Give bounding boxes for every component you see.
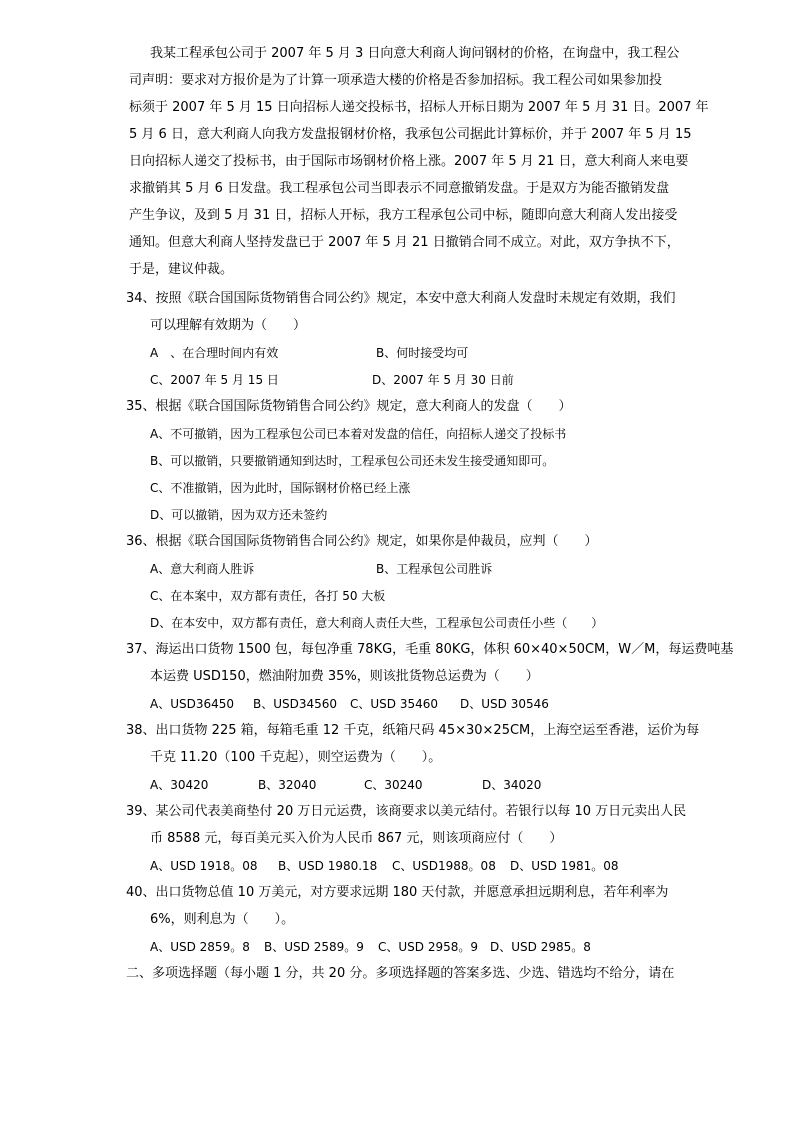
passage-line-1: 我某工程承包公司于 2007 年 5 月 3 日向意大利商人询问钢材的价格，在询盘中，我工程公 xyxy=(150,46,680,61)
q37-option-c: C、USD 35460 xyxy=(350,697,439,711)
q39-option-c: C、USD1988。08 xyxy=(392,859,496,873)
q37-option-a: A、USD36450 xyxy=(150,697,235,711)
q35-option-b: B、可以撤销，只要撤销通知到达时，工程承包公司还未发生接受通知即可。 xyxy=(150,454,555,468)
q38-option-c: C、30240 xyxy=(364,778,423,792)
question-38: 38、出口货物 225 箱，每箱毛重 12 千克，纸箱尺码 45×30×25CM，上海空运至香港，运价为每 xyxy=(126,723,700,738)
q34-option-d: D、2007 年 5 月 30 日前 xyxy=(372,373,514,387)
q38-option-a: A、30420 xyxy=(150,778,209,792)
passage-line-3: 标须于 2007 年 5 月 15 日向招标人递交投标书，招标人开标日期为 2007 年 5 月 31 日。2007 年 xyxy=(129,100,709,115)
passage-line-8: 通知。但意大利商人坚持发盘已于 2007 年 5 月 21 日撤销合同不成立。对此，双方争执不下， xyxy=(129,235,680,250)
q34-option-b: B、何时接受均可 xyxy=(376,346,469,360)
q39-option-d: D、USD 1981。08 xyxy=(510,859,619,873)
question-34: 34、按照《联合国国际货物销售合同公约》规定，本安中意大利商人发盘时未规定有效期，我们 xyxy=(126,291,676,306)
section-2-heading: 二、多项选择题（每小题 1 分，共 20 分。多项选择题的答案多选、少选、错选均不给分，请在 xyxy=(126,966,675,981)
q37-option-d: D、USD 30546 xyxy=(460,697,549,711)
question-40-cont: 6%，则利息为（ ）。 xyxy=(150,912,295,927)
q40-option-b: B、USD 2589。9 xyxy=(264,940,364,954)
q39-option-b: B、USD 1980.18 xyxy=(278,859,378,873)
passage-line-7: 产生争议，及到 5 月 31 日，招标人开标，我方工程承包公司中标，随即向意大利商人发出接受 xyxy=(129,208,678,223)
q34-option-c: C、2007 年 5 月 15 日 xyxy=(150,373,279,387)
question-39-cont: 币 8588 元，每百美元买入价为人民币 867 元，则该项商应付（ ） xyxy=(150,831,563,846)
question-40: 40、出口货物总值 10 万美元，对方要求远期 180 天付款，并愿意承担远期利息，若年利率为 xyxy=(126,885,669,900)
passage-line-9: 于是，建议仲裁。 xyxy=(129,262,234,277)
passage-line-4: 5 月 6 日，意大利商人向我方发盘报钢材价格，我承包公司据此计算标价，并于 2007 年 5 月 15 xyxy=(129,127,692,142)
question-34-cont: 可以理解有效期为（ ） xyxy=(150,318,307,333)
q38-option-b: B、32040 xyxy=(258,778,317,792)
passage-line-5: 日向招标人递交了投标书，由于国际市场钢材价格上涨。2007 年 5 月 21 日，意大利商人来电要 xyxy=(129,154,689,169)
q36-option-d: D、在本安中，双方都有责任，意大利商人责任大些，工程承包公司责任小些（ ） xyxy=(150,616,604,630)
q39-option-a: A、USD 1918。08 xyxy=(150,859,258,873)
q37-option-b: B、USD34560 xyxy=(253,697,338,711)
q35-option-a: A、不可撤销，因为工程承包公司已本着对发盘的信任，向招标人递交了投标书 xyxy=(150,427,567,441)
q36-option-c: C、在本案中，双方都有责任，各打 50 大板 xyxy=(150,589,386,603)
q40-option-c: C、USD 2958。9 xyxy=(378,940,479,954)
q36-option-a: A、意大利商人胜诉 xyxy=(150,562,255,576)
q40-option-a: A、USD 2859。8 xyxy=(150,940,250,954)
question-37: 37、海运出口货物 1500 包，每包净重 78KG，毛重 80KG，体积 60×40×50CM，W／M，每运费吨基 xyxy=(126,642,734,657)
q38-option-d: D、34020 xyxy=(482,778,542,792)
question-35: 35、根据《联合国国际货物销售合同公约》规定，意大利商人的发盘（ ） xyxy=(126,399,572,414)
question-38-cont: 千克 11.20（100 千克起），则空运费为（ ）。 xyxy=(150,750,442,765)
q35-option-d: D、可以撤销，因为双方还未签约 xyxy=(150,508,328,522)
question-37-cont: 本运费 USD150，燃油附加费 35%，则该批货物总运费为（ ） xyxy=(150,669,539,684)
q35-option-c: C、不准撤销，因为此时，国际钢材价格已经上涨 xyxy=(150,481,411,495)
q40-option-d: D、USD 2985。8 xyxy=(490,940,591,954)
q34-option-a: A 、在合理时间内有效 xyxy=(150,346,279,360)
question-39: 39、某公司代表美商垫付 20 万日元运费，该商要求以美元结付。若银行以每 10 万日元卖出人民 xyxy=(126,804,687,819)
q36-option-b: B、工程承包公司胜诉 xyxy=(376,562,493,576)
passage-line-2: 司声明：要求对方报价是为了计算一项承造大楼的价格是否参加招标。我工程公司如果参加投 xyxy=(129,73,663,88)
question-36: 36、根据《联合国国际货物销售合同公约》规定，如果你是仲裁员，应判（ ） xyxy=(126,534,598,549)
passage-line-6: 求撤销其 5 月 6 日发盘。我工程承包公司当即表示不同意撤销发盘。于是双方为能否撤销发盘 xyxy=(129,181,670,196)
